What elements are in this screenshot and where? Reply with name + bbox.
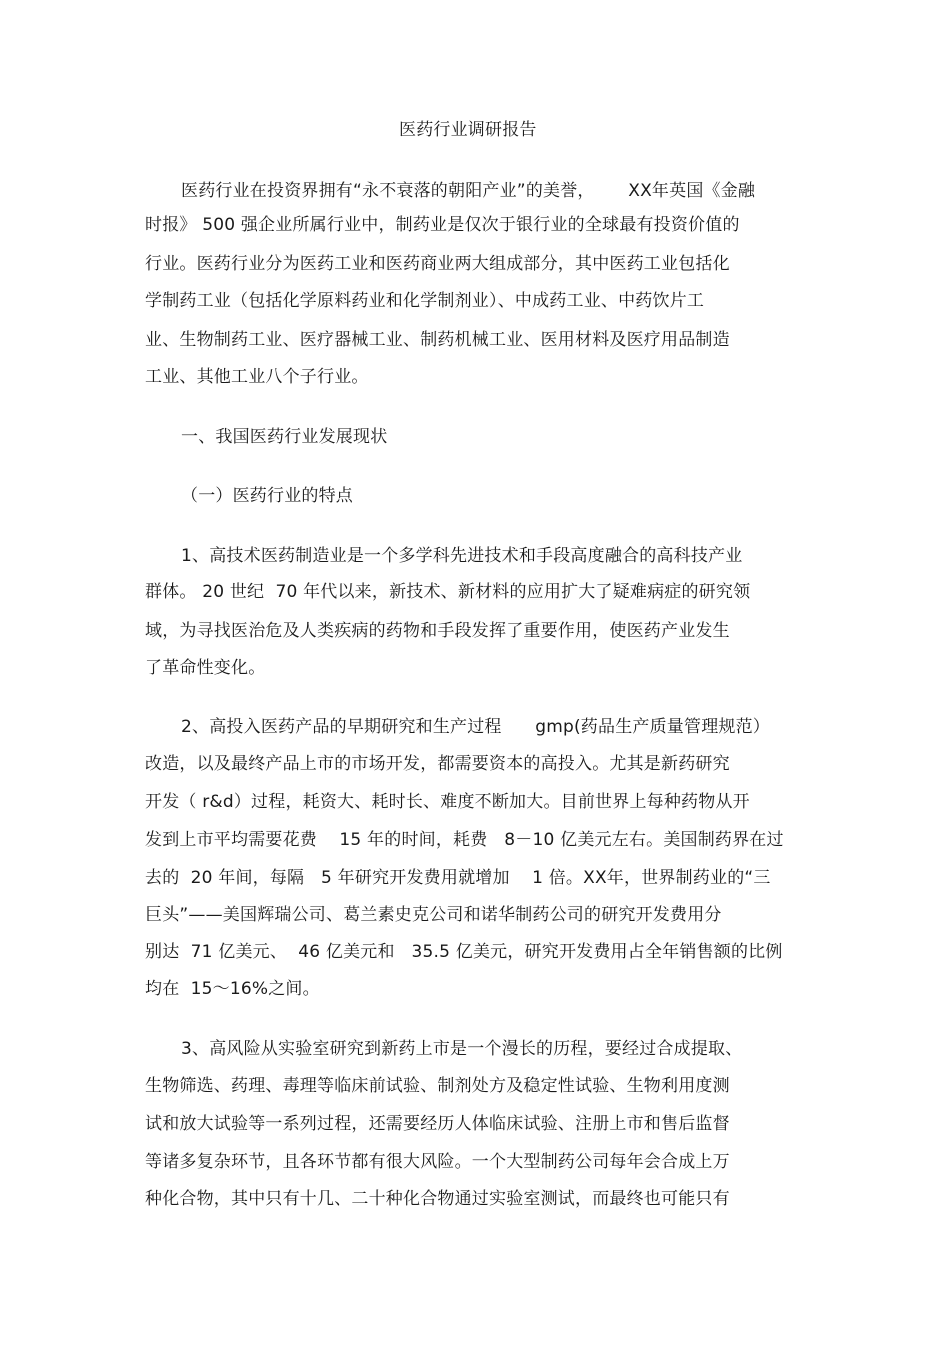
point2-line: 别达 71 亿美元、 46 亿美元和 35.5 亿美元，研究开发费用占全年销售额的比例 bbox=[145, 942, 783, 962]
intro-line: 医药行业在投资界拥有“永不衰落的朝阳产业”的美誉， XX年英国《金融 bbox=[181, 181, 756, 201]
section-heading: 一、我国医药行业发展现状 bbox=[181, 427, 388, 447]
point3-line: 生物筛选、药理、毒理等临床前试验、制剂处方及稳定性试验、生物利用度测 bbox=[145, 1076, 730, 1096]
intro-line: 行业。医药行业分为医药工业和医药商业两大组成部分，其中医药工业包括化 bbox=[145, 254, 730, 274]
intro-line: 工业、其他工业八个子行业。 bbox=[145, 367, 369, 387]
point2-line: 开发（ r&d）过程，耗资大、耗时长、难度不断加大。目前世界上每种药物从开 bbox=[145, 792, 750, 812]
point3-line: 等诸多复杂环节，且各环节都有很大风险。一个大型制药公司每年会合成上万 bbox=[145, 1152, 730, 1172]
intro-line: 业、生物制药工业、医疗器械工业、制药机械工业、医用材料及医疗用品制造 bbox=[145, 330, 730, 350]
point1-line: 了革命性变化。 bbox=[145, 658, 266, 678]
point1-line: 1、高技术医药制造业是一个多学科先进技术和手段高度融合的高科技产业 bbox=[181, 546, 743, 566]
subsection-heading: （一）医药行业的特点 bbox=[181, 486, 353, 506]
point1-line: 域，为寻找医治危及人类疾病的药物和手段发挥了重要作用，使医药产业发生 bbox=[145, 621, 730, 641]
point2-line: 发到上市平均需要花费 15 年的时间，耗费 8－10 亿美元左右。美国制药界在过 bbox=[145, 830, 784, 850]
point2-line: 巨头”——美国辉瑞公司、葛兰素史克公司和诺华制药公司的研究开发费用分 bbox=[145, 905, 722, 925]
intro-line: 学制药工业（包括化学原料药业和化学制剂业）、中成药工业、中药饮片工 bbox=[145, 291, 705, 311]
point3-line: 3、高风险从实验室研究到新药上市是一个漫长的历程，要经过合成提取、 bbox=[181, 1039, 743, 1059]
point2-line: 2、高投入医药产品的早期研究和生产过程 gmp(药品生产质量管理规范） bbox=[181, 717, 771, 737]
page-title: 医药行业调研报告 bbox=[399, 120, 537, 140]
point2-line: 去的 20 年间，每隔 5 年研究开发费用就增加 1 倍。XX年，世界制药业的“三 bbox=[145, 868, 771, 888]
point2-line: 改造，以及最终产品上市的市场开发，都需要资本的高投入。尤其是新药研究 bbox=[145, 754, 730, 774]
point3-line: 试和放大试验等一系列过程，还需要经历人体临床试验、注册上市和售后监督 bbox=[145, 1114, 730, 1134]
point1-line: 群体。 20 世纪 70 年代以来，新技术、新材料的应用扩大了疑难病症的研究领 bbox=[145, 582, 751, 602]
intro-line: 时报》 500 强企业所属行业中，制药业是仅次于银行业的全球最有投资价值的 bbox=[145, 215, 740, 235]
point3-line: 种化合物，其中只有十几、二十种化合物通过实验室测试，而最终也可能只有 bbox=[145, 1189, 730, 1209]
point2-line: 均在 15～16%之间。 bbox=[145, 979, 320, 999]
